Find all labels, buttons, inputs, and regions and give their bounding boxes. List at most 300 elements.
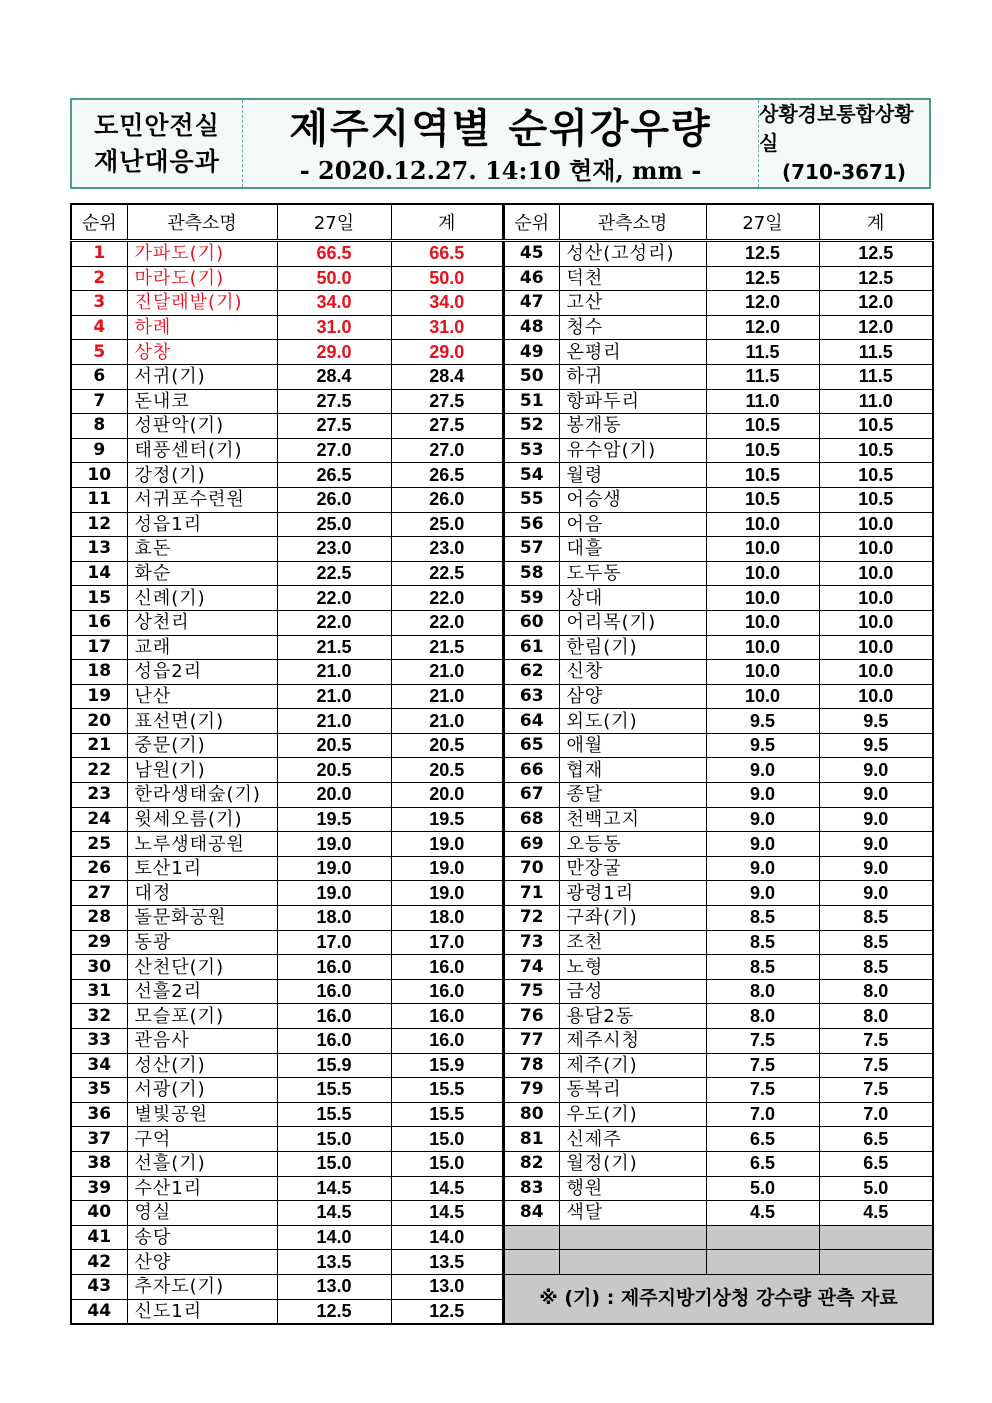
station-name: 덕천: [559, 266, 706, 291]
table-row: [71, 1078, 503, 1103]
table-row: [71, 955, 503, 980]
table-row: [71, 364, 503, 389]
table-row: [71, 414, 503, 439]
station-rank: 57: [504, 537, 559, 562]
total-rainfall: 16.0: [391, 1004, 503, 1029]
station-name: 협재: [559, 758, 706, 783]
total-rainfall: 17.0: [391, 930, 503, 955]
station-name: 어승생: [559, 487, 706, 512]
station-name: 동복리: [559, 1078, 706, 1103]
station-rank: 28: [71, 906, 127, 931]
station-name: 유수암(기): [559, 438, 706, 463]
station-rank: 18: [71, 660, 127, 685]
empty-cell: [706, 1250, 819, 1275]
day-rainfall: 12.0: [706, 291, 819, 316]
total-rainfall: 21.5: [391, 635, 503, 660]
empty-cell: [504, 1225, 559, 1250]
station-name: 종달: [559, 783, 706, 808]
station-rank: 8: [71, 414, 127, 439]
page-title: 제주지역별 순위강우량: [289, 105, 712, 152]
day-rainfall: 7.5: [706, 1078, 819, 1103]
station-name: 봉개동: [559, 414, 706, 439]
col-total-header: 계: [391, 204, 503, 241]
station-name: 금성: [559, 979, 706, 1004]
station-name: 용담2동: [559, 1004, 706, 1029]
station-rank: 27: [71, 881, 127, 906]
day-rainfall: 9.0: [706, 832, 819, 857]
day-rainfall: 31.0: [277, 315, 391, 340]
total-rainfall: 12.5: [819, 241, 933, 267]
day-rainfall: 9.0: [706, 807, 819, 832]
total-rainfall: 12.0: [819, 291, 933, 316]
total-rainfall: 19.0: [391, 832, 503, 857]
total-rainfall: 19.5: [391, 807, 503, 832]
day-rainfall: 9.0: [706, 881, 819, 906]
station-name: 어리목(기): [559, 610, 706, 635]
table-body-right: [504, 241, 933, 1324]
station-name: 관음사: [127, 1029, 277, 1054]
contact-line-2: (710-3671): [782, 160, 906, 184]
total-rainfall: 11.5: [819, 340, 933, 365]
table-row: [504, 906, 933, 931]
station-rank: 3: [71, 291, 127, 316]
total-rainfall: 5.0: [819, 1176, 933, 1201]
station-rank: 32: [71, 1004, 127, 1029]
station-name: 대흘: [559, 537, 706, 562]
table-row: [504, 414, 933, 439]
day-rainfall: 25.0: [277, 512, 391, 537]
station-rank: 46: [504, 266, 559, 291]
station-rank: 19: [71, 684, 127, 709]
day-rainfall: 10.0: [706, 684, 819, 709]
total-rainfall: 8.0: [819, 979, 933, 1004]
station-rank: 2: [71, 266, 127, 291]
station-name: 제주(기): [559, 1053, 706, 1078]
station-rank: 5: [71, 340, 127, 365]
day-rainfall: 13.0: [277, 1274, 391, 1299]
empty-cell: [504, 1250, 559, 1275]
contact-line-1: 상황경보통합상황실: [759, 102, 914, 155]
table-row: [71, 709, 503, 734]
station-name: 행원: [559, 1176, 706, 1201]
station-rank: 76: [504, 1004, 559, 1029]
day-rainfall: 12.5: [706, 241, 819, 267]
station-rank: 58: [504, 561, 559, 586]
col-station-header: 관측소명: [559, 204, 706, 241]
table-row: [71, 1250, 503, 1275]
day-rainfall: 20.5: [277, 758, 391, 783]
day-rainfall: 7.5: [706, 1029, 819, 1054]
day-rainfall: 21.0: [277, 709, 391, 734]
station-name: 서귀포수련원: [127, 487, 277, 512]
table-row: [504, 586, 933, 611]
table-row: [504, 1053, 933, 1078]
day-rainfall: 15.5: [277, 1078, 391, 1103]
station-name: 제주시청: [559, 1029, 706, 1054]
station-rank: 71: [504, 881, 559, 906]
org-line-2: 재난대응과: [94, 146, 220, 176]
day-rainfall: 22.0: [277, 610, 391, 635]
table-row: [71, 979, 503, 1004]
station-rank: 56: [504, 512, 559, 537]
station-name: 수산1리: [127, 1176, 277, 1201]
station-name: 하귀: [559, 364, 706, 389]
table-row: [504, 1151, 933, 1176]
station-name: 중문(기): [127, 733, 277, 758]
total-rainfall: 9.5: [819, 733, 933, 758]
total-rainfall: 8.5: [819, 930, 933, 955]
day-rainfall: 16.0: [277, 979, 391, 1004]
day-rainfall: 12.0: [706, 315, 819, 340]
total-rainfall: 34.0: [391, 291, 503, 316]
station-name: 진달래밭(기): [127, 291, 277, 316]
total-rainfall: 31.0: [391, 315, 503, 340]
total-rainfall: 29.0: [391, 340, 503, 365]
table-row: [504, 1078, 933, 1103]
station-rank: 17: [71, 635, 127, 660]
station-name: 성산(기): [127, 1053, 277, 1078]
total-rainfall: 26.5: [391, 463, 503, 488]
station-name: 대정: [127, 881, 277, 906]
station-rank: 74: [504, 955, 559, 980]
table-row: [504, 979, 933, 1004]
station-rank: 66: [504, 758, 559, 783]
table-row: [504, 1029, 933, 1054]
total-rainfall: 15.0: [391, 1151, 503, 1176]
day-rainfall: 8.0: [706, 1004, 819, 1029]
station-rank: 70: [504, 856, 559, 881]
day-rainfall: 9.0: [706, 783, 819, 808]
station-name: 노루생태공원: [127, 832, 277, 857]
station-name: 마라도(기): [127, 266, 277, 291]
total-rainfall: 19.0: [391, 881, 503, 906]
total-rainfall: 20.5: [391, 758, 503, 783]
table-row: [504, 684, 933, 709]
station-name: 신도1리: [127, 1299, 277, 1324]
col-day-header: 27일: [706, 204, 819, 241]
station-rank: 65: [504, 733, 559, 758]
station-rank: 61: [504, 635, 559, 660]
report-header: [70, 98, 931, 189]
day-rainfall: 8.5: [706, 906, 819, 931]
station-name: 온평리: [559, 340, 706, 365]
station-name: 구좌(기): [559, 906, 706, 931]
total-rainfall: 11.5: [819, 364, 933, 389]
total-rainfall: 10.5: [819, 463, 933, 488]
table-row: [71, 487, 503, 512]
station-rank: 60: [504, 610, 559, 635]
table-row: [504, 1102, 933, 1127]
empty-cell: [559, 1250, 706, 1275]
day-rainfall: 21.0: [277, 684, 391, 709]
station-rank: 38: [71, 1151, 127, 1176]
day-rainfall: 14.5: [277, 1176, 391, 1201]
station-rank: 64: [504, 709, 559, 734]
table-row: [71, 856, 503, 881]
table-body-left: [71, 241, 503, 1325]
day-rainfall: 28.4: [277, 364, 391, 389]
total-rainfall: 21.0: [391, 660, 503, 685]
total-rainfall: 27.0: [391, 438, 503, 463]
station-rank: 80: [504, 1102, 559, 1127]
station-name: 성읍2리: [127, 660, 277, 685]
station-name: 추자도(기): [127, 1274, 277, 1299]
station-rank: 84: [504, 1201, 559, 1226]
station-name: 색달: [559, 1201, 706, 1226]
table-row: [71, 340, 503, 365]
station-name: 토산1리: [127, 856, 277, 881]
table-row: [71, 315, 503, 340]
col-rank-header: 순위: [71, 204, 127, 241]
station-name: 애월: [559, 733, 706, 758]
table-row: [504, 487, 933, 512]
table-row: [71, 1102, 503, 1127]
total-rainfall: 7.5: [819, 1078, 933, 1103]
total-rainfall: 15.9: [391, 1053, 503, 1078]
station-rank: 50: [504, 364, 559, 389]
station-rank: 82: [504, 1151, 559, 1176]
empty-cell: [819, 1225, 933, 1250]
total-rainfall: 50.0: [391, 266, 503, 291]
station-name: 윗세오름(기): [127, 807, 277, 832]
table-row: [504, 561, 933, 586]
total-rainfall: 13.5: [391, 1250, 503, 1275]
table-row: [504, 955, 933, 980]
station-rank: 42: [71, 1250, 127, 1275]
day-rainfall: 23.0: [277, 537, 391, 562]
table-row: [71, 1004, 503, 1029]
station-rank: 33: [71, 1029, 127, 1054]
table-row: [504, 758, 933, 783]
station-rank: 9: [71, 438, 127, 463]
station-rank: 11: [71, 487, 127, 512]
total-rainfall: 10.0: [819, 561, 933, 586]
day-rainfall: 12.5: [706, 266, 819, 291]
station-name: 태풍센터(기): [127, 438, 277, 463]
station-rank: 73: [504, 930, 559, 955]
table-row: [71, 1201, 503, 1226]
table-row: [504, 463, 933, 488]
station-name: 송당: [127, 1225, 277, 1250]
station-rank: 25: [71, 832, 127, 857]
day-rainfall: 10.0: [706, 586, 819, 611]
total-rainfall: 8.5: [819, 906, 933, 931]
total-rainfall: 10.0: [819, 586, 933, 611]
station-name: 고산: [559, 291, 706, 316]
day-rainfall: 10.0: [706, 610, 819, 635]
station-name: 만장굴: [559, 856, 706, 881]
table-row: [504, 512, 933, 537]
station-name: 서광(기): [127, 1078, 277, 1103]
station-name: 우도(기): [559, 1102, 706, 1127]
station-name: 화순: [127, 561, 277, 586]
table-row: [504, 1176, 933, 1201]
station-name: 한라생태숲(기): [127, 783, 277, 808]
table-row: [504, 807, 933, 832]
day-rainfall: 22.0: [277, 586, 391, 611]
station-name: 조천: [559, 930, 706, 955]
station-name: 월정(기): [559, 1151, 706, 1176]
station-rank: 21: [71, 733, 127, 758]
day-rainfall: 29.0: [277, 340, 391, 365]
total-rainfall: 6.5: [819, 1151, 933, 1176]
table-row: [71, 1151, 503, 1176]
total-rainfall: 28.4: [391, 364, 503, 389]
station-rank: 83: [504, 1176, 559, 1201]
day-rainfall: 66.5: [277, 241, 391, 267]
station-rank: 14: [71, 561, 127, 586]
station-rank: 34: [71, 1053, 127, 1078]
station-rank: 52: [504, 414, 559, 439]
day-rainfall: 10.5: [706, 463, 819, 488]
total-rainfall: 26.0: [391, 487, 503, 512]
rainfall-table-right: [503, 203, 934, 1325]
total-rainfall: 15.5: [391, 1078, 503, 1103]
station-rank: 79: [504, 1078, 559, 1103]
table-row: [504, 537, 933, 562]
station-name: 가파도(기): [127, 241, 277, 267]
station-rank: 51: [504, 389, 559, 414]
station-rank: 59: [504, 586, 559, 611]
day-rainfall: 27.5: [277, 414, 391, 439]
table-header-row: [504, 204, 933, 241]
station-rank: 48: [504, 315, 559, 340]
station-rank: 41: [71, 1225, 127, 1250]
page-subtitle: - 2020.12.27. 14:10 현재, mm -: [299, 155, 702, 185]
station-rank: 54: [504, 463, 559, 488]
empty-row: [504, 1250, 933, 1275]
table-header-row: [71, 204, 503, 241]
total-rainfall: 16.0: [391, 1029, 503, 1054]
total-rainfall: 7.0: [819, 1102, 933, 1127]
station-rank: 39: [71, 1176, 127, 1201]
col-day-header: 27일: [277, 204, 391, 241]
total-rainfall: 10.5: [819, 487, 933, 512]
day-rainfall: 8.5: [706, 955, 819, 980]
station-rank: 10: [71, 463, 127, 488]
station-rank: 49: [504, 340, 559, 365]
day-rainfall: 15.0: [277, 1151, 391, 1176]
day-rainfall: 20.5: [277, 733, 391, 758]
day-rainfall: 18.0: [277, 906, 391, 931]
station-rank: 62: [504, 660, 559, 685]
table-row: [504, 1127, 933, 1152]
empty-cell: [559, 1225, 706, 1250]
table-row: [504, 832, 933, 857]
table-row: [504, 610, 933, 635]
day-rainfall: 16.0: [277, 1029, 391, 1054]
station-rank: 31: [71, 979, 127, 1004]
station-name: 성읍1리: [127, 512, 277, 537]
empty-row: [504, 1225, 933, 1250]
total-rainfall: 16.0: [391, 955, 503, 980]
day-rainfall: 11.5: [706, 364, 819, 389]
total-rainfall: 12.5: [391, 1299, 503, 1324]
station-name: 오등동: [559, 832, 706, 857]
station-name: 성판악(기): [127, 414, 277, 439]
day-rainfall: 26.0: [277, 487, 391, 512]
total-rainfall: 9.0: [819, 783, 933, 808]
col-rank-header: 순위: [504, 204, 559, 241]
total-rainfall: 9.0: [819, 832, 933, 857]
table-row: [504, 291, 933, 316]
table-row: [71, 758, 503, 783]
station-rank: 13: [71, 537, 127, 562]
station-rank: 1: [71, 241, 127, 267]
station-name: 표선면(기): [127, 709, 277, 734]
station-rank: 63: [504, 684, 559, 709]
total-rainfall: 9.0: [819, 881, 933, 906]
table-row: [71, 438, 503, 463]
table-row: [71, 635, 503, 660]
station-name: 구억: [127, 1127, 277, 1152]
day-rainfall: 10.0: [706, 635, 819, 660]
total-rainfall: 18.0: [391, 906, 503, 931]
table-row: [504, 856, 933, 881]
table-row: [504, 783, 933, 808]
day-rainfall: 4.5: [706, 1201, 819, 1226]
day-rainfall: 6.5: [706, 1151, 819, 1176]
day-rainfall: 22.5: [277, 561, 391, 586]
station-name: 남원(기): [127, 758, 277, 783]
table-row: [71, 660, 503, 685]
day-rainfall: 20.0: [277, 783, 391, 808]
table-row: [504, 364, 933, 389]
table-row: [71, 832, 503, 857]
day-rainfall: 21.0: [277, 660, 391, 685]
station-rank: 43: [71, 1274, 127, 1299]
station-rank: 16: [71, 610, 127, 635]
table-row: [71, 1029, 503, 1054]
total-rainfall: 20.0: [391, 783, 503, 808]
total-rainfall: 13.0: [391, 1274, 503, 1299]
table-row: [71, 463, 503, 488]
station-rank: 20: [71, 709, 127, 734]
station-name: 신제주: [559, 1127, 706, 1152]
empty-cell: [706, 1225, 819, 1250]
station-rank: 47: [504, 291, 559, 316]
station-rank: 81: [504, 1127, 559, 1152]
station-name: 강정(기): [127, 463, 277, 488]
station-rank: 30: [71, 955, 127, 980]
contact-block: [759, 100, 929, 187]
station-name: 상천리: [127, 610, 277, 635]
total-rainfall: 21.0: [391, 709, 503, 734]
total-rainfall: 10.0: [819, 684, 933, 709]
total-rainfall: 8.0: [819, 1004, 933, 1029]
table-row: [71, 930, 503, 955]
total-rainfall: 14.5: [391, 1176, 503, 1201]
col-total-header: 계: [819, 204, 933, 241]
day-rainfall: 8.0: [706, 979, 819, 1004]
day-rainfall: 15.5: [277, 1102, 391, 1127]
station-name: 외도(기): [559, 709, 706, 734]
table-row: [504, 340, 933, 365]
table-row: [71, 1053, 503, 1078]
station-rank: 45: [504, 241, 559, 267]
table-row: [71, 266, 503, 291]
day-rainfall: 14.0: [277, 1225, 391, 1250]
day-rainfall: 9.0: [706, 856, 819, 881]
station-rank: 29: [71, 930, 127, 955]
table-row: [504, 1004, 933, 1029]
table-row: [71, 241, 503, 267]
table-row: [71, 1127, 503, 1152]
station-rank: 37: [71, 1127, 127, 1152]
station-name: 월령: [559, 463, 706, 488]
station-rank: 55: [504, 487, 559, 512]
total-rainfall: 10.0: [819, 635, 933, 660]
